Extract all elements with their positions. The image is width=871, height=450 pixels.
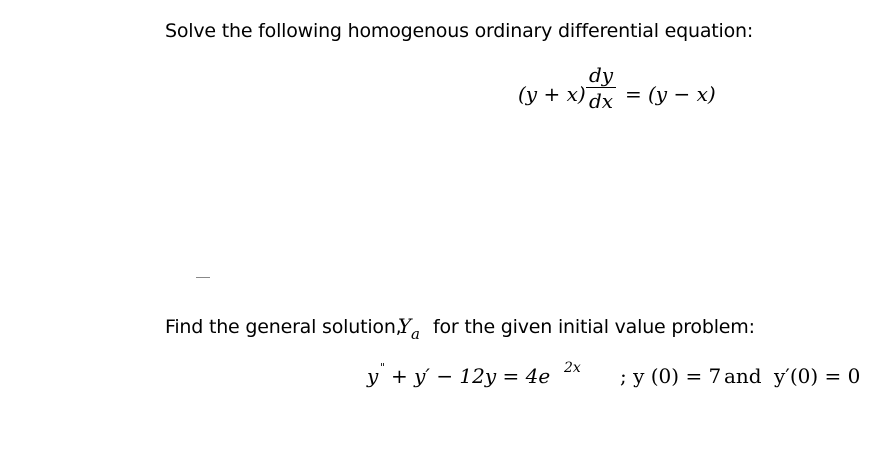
equation-lhs-factor: (y + x) [518, 82, 586, 106]
problem2-prompt [165, 316, 402, 338]
prompt-text-before: Find the general solution, [165, 316, 402, 338]
solution-subscript: a [411, 325, 420, 343]
fraction-bar [586, 87, 616, 88]
equation-rhs: (y − x) [648, 82, 716, 106]
problem1-prompt: Solve the following homogenous ordinary differential equation: [165, 20, 754, 42]
solution-symbol: Y [398, 314, 412, 338]
conjunction-and: and [724, 364, 762, 388]
exponent: 2x [564, 360, 581, 376]
double-prime: " [380, 361, 386, 374]
stray-mark [196, 277, 210, 278]
prompt-text-after: for the given initial value problem: [433, 316, 755, 338]
fraction-numerator: dy [588, 63, 614, 87]
equals-sign: = [625, 82, 642, 106]
equation-middle: + y′ − 12y = 4e [391, 364, 551, 388]
fraction-denominator: dx [588, 89, 614, 113]
condition-second: y′(0) = 0 [774, 364, 861, 388]
derivative-fraction [586, 64, 616, 112]
equation-y: y [367, 364, 379, 388]
condition-first: ; y (0) = 7 [620, 364, 722, 388]
